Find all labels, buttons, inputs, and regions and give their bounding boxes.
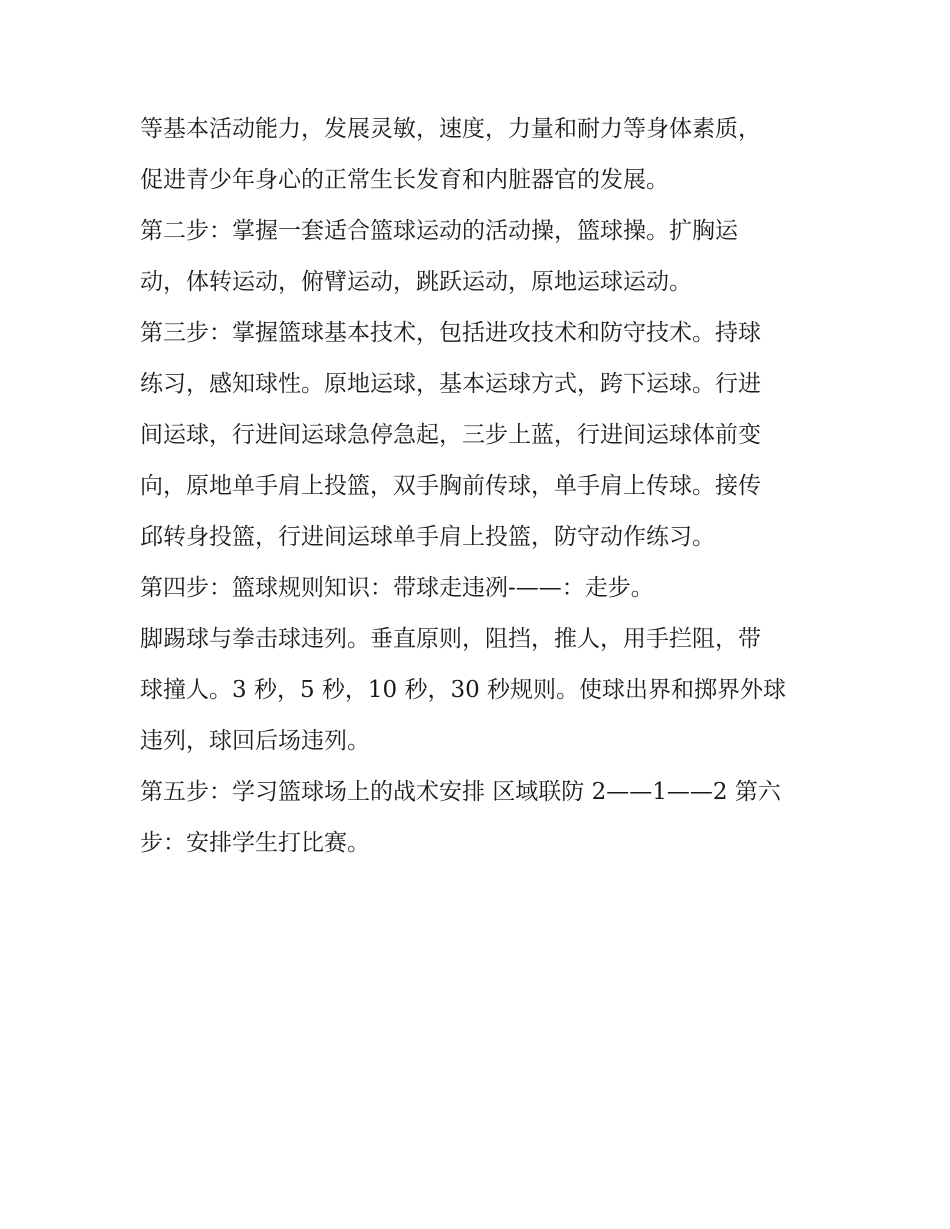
text-line: 违列，球回后场违列。 [140,728,370,754]
text-line: 球撞人。3 秒，5 秒，10 秒，30 秒规则。使球出界和掷界外球 [140,677,787,703]
text-line: 动，体转运动，俯臂运动，跳跃运动，原地运球运动。 [140,269,692,295]
text-line: 练习，感知球性。原地运球，基本运球方式，跨下运球。行进 [140,371,761,397]
text-line: 促进青少年身心的正常生长发育和内脏器官的发展。 [140,167,669,193]
text-line: 脚踢球与拳击球违列。垂直原则，阻挡，推人，用手拦阻，带 [140,626,761,652]
text-line: 邱转身投篮，行进间运球单手肩上投篮，防守动作练习。 [140,524,715,550]
text-line: 步：安排学生打比赛。 [140,830,370,856]
text-line: 间运球，行进间运球急停急起，三步上蓝，行进间运球体前变 [140,422,761,448]
text-line: 第五步：学习篮球场上的战术安排 区域联防 2——1——2 第六 [140,779,781,805]
text-line: 向，原地单手肩上投篮，双手胸前传球，单手肩上传球。接传 [140,473,761,499]
text-line: 第二步：掌握一套适合篮球运动的活动操，篮球操。扩胸运 [140,218,738,244]
text-line: 第四步：篮球规则知识：带球走违冽-——：走步。 [140,575,654,601]
document-body [140,104,830,869]
text-line: 第三步：掌握篮球基本技术，包括进攻技术和防守技术。持球 [140,320,761,346]
text-line: 等基本活动能力，发展灵敏，速度，力量和耐力等身体素质， [140,116,761,142]
